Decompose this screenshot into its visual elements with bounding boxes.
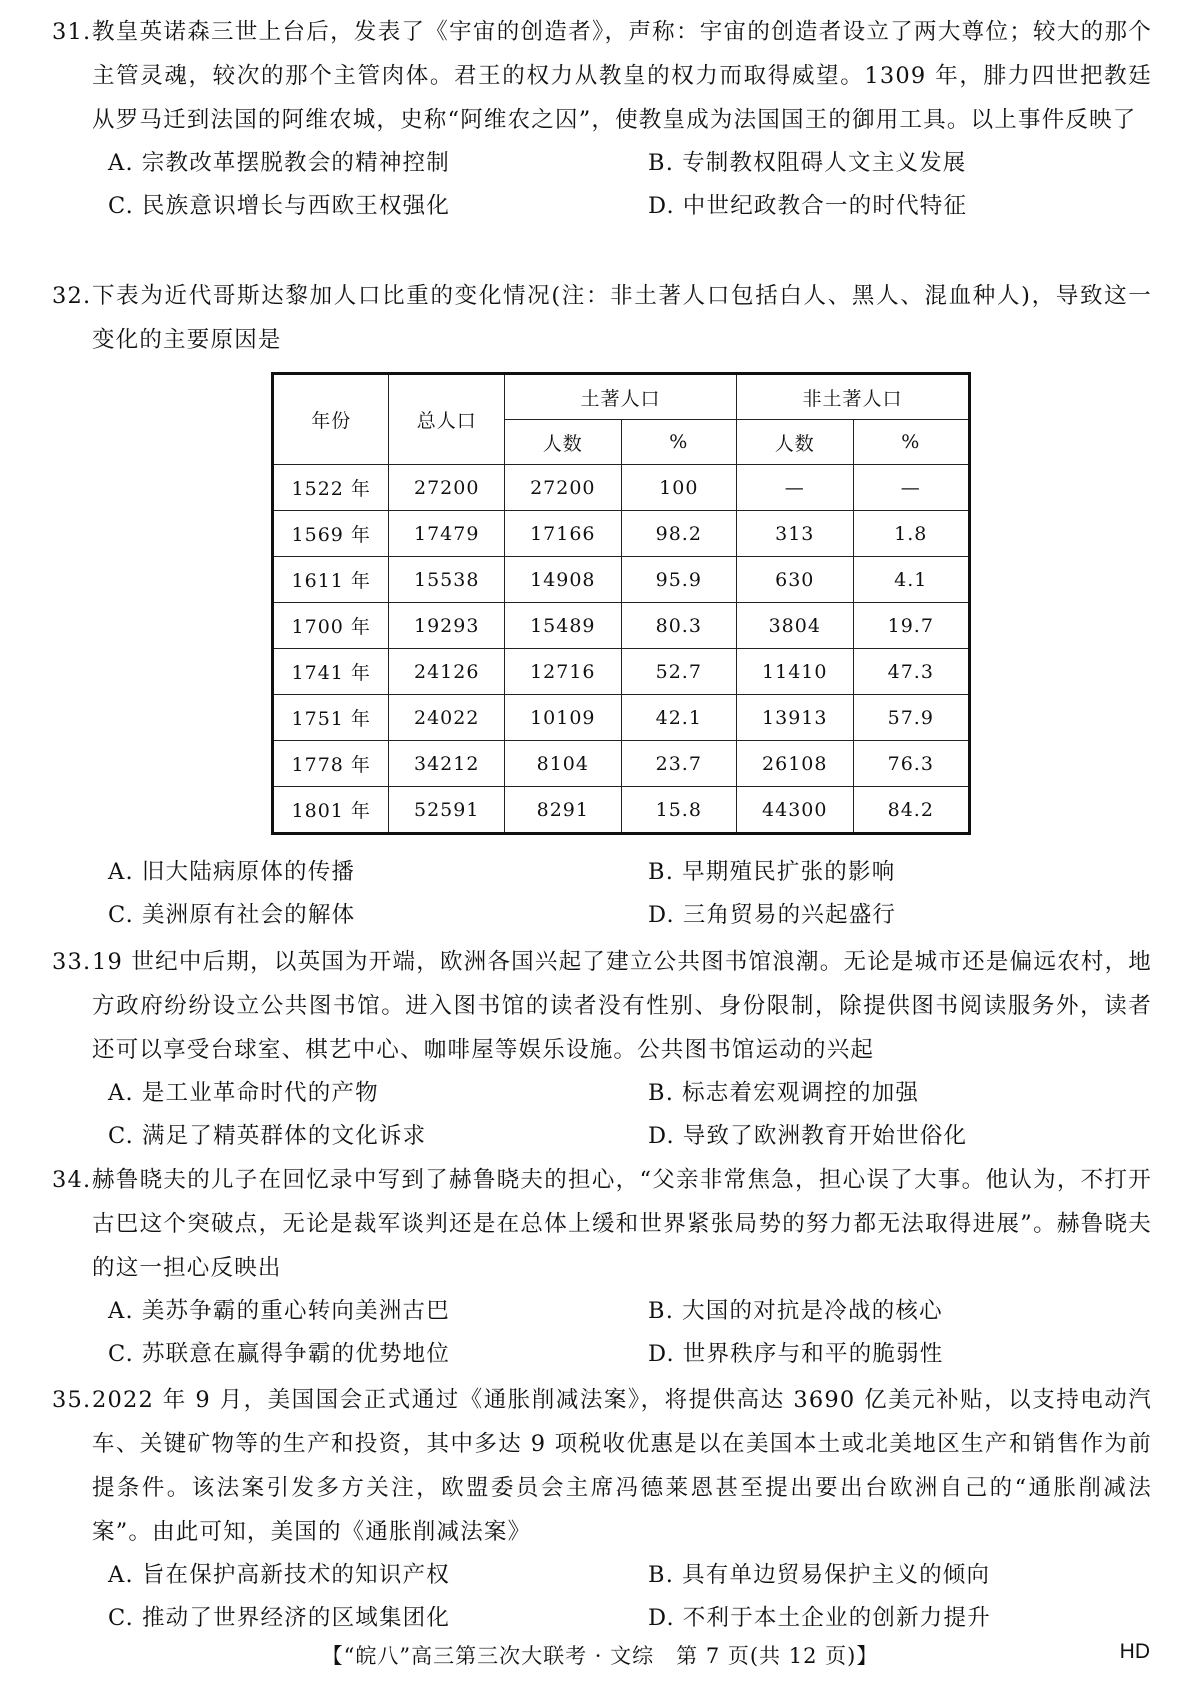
question-33	[0, 940, 1200, 1158]
option-b: B. 专制教权阻碍人文主义发展	[648, 150, 967, 176]
option-c: C. 美洲原有社会的解体	[108, 902, 356, 928]
table-row: 1522 年 27200 27200 100 — —	[273, 465, 970, 511]
question-32-options	[0, 851, 1200, 937]
option-c: C. 苏联意在赢得争霸的优势地位	[108, 1341, 451, 1367]
options	[108, 142, 1168, 228]
question-stem	[52, 274, 1152, 362]
table-row: 1569 年 17479 17166 98.2 313 1.8	[273, 511, 970, 557]
option-b: B. 标志着宏观调控的加强	[648, 1080, 920, 1106]
question-text: 赫鲁晓夫的儿子在回忆录中写到了赫鲁晓夫的担心，“父亲非常焦急，担心误了大事。他认为，不打开古巴这个突破点，无论是裁军谈判还是在总体上缓和世界紧张局势的努力都无法取得进展”。赫鲁晓夫的这一担心反映出	[92, 1167, 1152, 1281]
table-row: 1741 年 24126 12716 52.7 11410 47.3	[273, 649, 970, 695]
header-non-native: 非土著人口	[736, 374, 969, 420]
option-d: D. 三角贸易的兴起盛行	[648, 902, 897, 928]
option-a: A. 是工业革命时代的产物	[108, 1080, 379, 1106]
footer-code: HD	[1119, 1640, 1150, 1663]
options	[108, 851, 1168, 937]
page-footer: 【“皖八”高三第三次大联考 · 文综 第 7 页(共 12 页)】	[321, 1644, 879, 1668]
option-a: A. 美苏争霸的重心转向美洲古巴	[108, 1298, 450, 1324]
header-native-percent: %	[621, 420, 736, 465]
question-stem	[52, 1378, 1152, 1554]
population-table	[271, 372, 971, 835]
question-31	[0, 10, 1200, 228]
question-text: 教皇英诺森三世上台后，发表了《宇宙的创造者》，声称：宇宙的创造者设立了两大尊位；较大的那个主管灵魂，较次的那个主管肉体。君王的权力从教皇的权力而取得威望。1309 年，腓力四世把教廷从罗马迁到法国的阿维农城，史称“阿维农之囚”，使教皇成为法国国王的御用工具。以上事件反映了	[92, 19, 1152, 133]
question-35	[0, 1378, 1200, 1640]
header-native-count: 人数	[505, 420, 622, 465]
question-text: 2022 年 9 月，美国国会正式通过《通胀削减法案》，将提供高达 3690 亿美元补贴，以支持电动汽车、关键矿物等的生产和投资，其中多达 9 项税收优惠是以在美国本土或北美地区生产和销售作为前提条件。该法案引发多方关注，欧盟委员会主席冯德莱恩甚至提出要出台欧洲自己的“通胀削减法案”。由此可知，美国的《通胀削减法案》	[92, 1387, 1152, 1545]
option-d: D. 中世纪政教合一的时代特征	[648, 193, 968, 219]
option-c: C. 民族意识增长与西欧王权强化	[108, 193, 451, 219]
options	[108, 1554, 1168, 1640]
table-row: 1611 年 15538 14908 95.9 630 4.1	[273, 557, 970, 603]
header-non-native-count: 人数	[736, 420, 853, 465]
option-c: C. 满足了精英群体的文化诉求	[108, 1123, 427, 1149]
question-stem	[52, 1158, 1152, 1290]
question-number: 32.	[52, 283, 92, 309]
option-d: D. 世界秩序与和平的脆弱性	[648, 1341, 944, 1367]
table-row: 1801 年 52591 8291 15.8 44300 84.2	[273, 787, 970, 834]
options	[108, 1072, 1168, 1158]
header-native: 土著人口	[505, 374, 737, 420]
option-d: D. 不利于本土企业的创新力提升	[648, 1605, 991, 1631]
question-text: 19 世纪中后期，以英国为开端，欧洲各国兴起了建立公共图书馆浪潮。无论是城市还是偏远农村，地方政府纷纷设立公共图书馆。进入图书馆的读者没有性别、身份限制，除提供图书阅读服务外，读者还可以享受台球室、棋艺中心、咖啡屋等娱乐设施。公共图书馆运动的兴起	[92, 949, 1152, 1063]
table-row: 1778 年 34212 8104 23.7 26108 76.3	[273, 741, 970, 787]
table-row: 1751 年 24022 10109 42.1 13913 57.9	[273, 695, 970, 741]
question-number: 34.	[52, 1167, 92, 1193]
header-non-native-percent: %	[853, 420, 969, 465]
option-a: A. 旨在保护高新技术的知识产权	[108, 1562, 450, 1588]
option-b: B. 早期殖民扩张的影响	[648, 859, 896, 885]
options	[108, 1290, 1168, 1376]
header-total: 总人口	[389, 374, 505, 465]
question-number: 33.	[52, 949, 92, 975]
table-row: 1700 年 19293 15489 80.3 3804 19.7	[273, 603, 970, 649]
option-a: A. 旧大陆病原体的传播	[108, 859, 356, 885]
question-number: 35.	[52, 1387, 92, 1413]
option-b: B. 大国的对抗是冷战的核心	[648, 1298, 943, 1324]
question-stem	[52, 940, 1152, 1072]
option-a: A. 宗教改革摆脱教会的精神控制	[108, 150, 450, 176]
option-c: C. 推动了世界经济的区域集团化	[108, 1605, 451, 1631]
header-year: 年份	[273, 374, 389, 465]
option-b: B. 具有单边贸易保护主义的倾向	[648, 1562, 991, 1588]
option-d: D. 导致了欧洲教育开始世俗化	[648, 1123, 968, 1149]
question-34	[0, 1158, 1200, 1376]
question-stem	[52, 10, 1152, 142]
question-text: 下表为近代哥斯达黎加人口比重的变化情况(注：非土著人口包括白人、黑人、混血种人)，导致这一变化的主要原因是	[92, 283, 1152, 353]
question-number: 31.	[52, 19, 92, 45]
question-32	[0, 274, 1200, 362]
